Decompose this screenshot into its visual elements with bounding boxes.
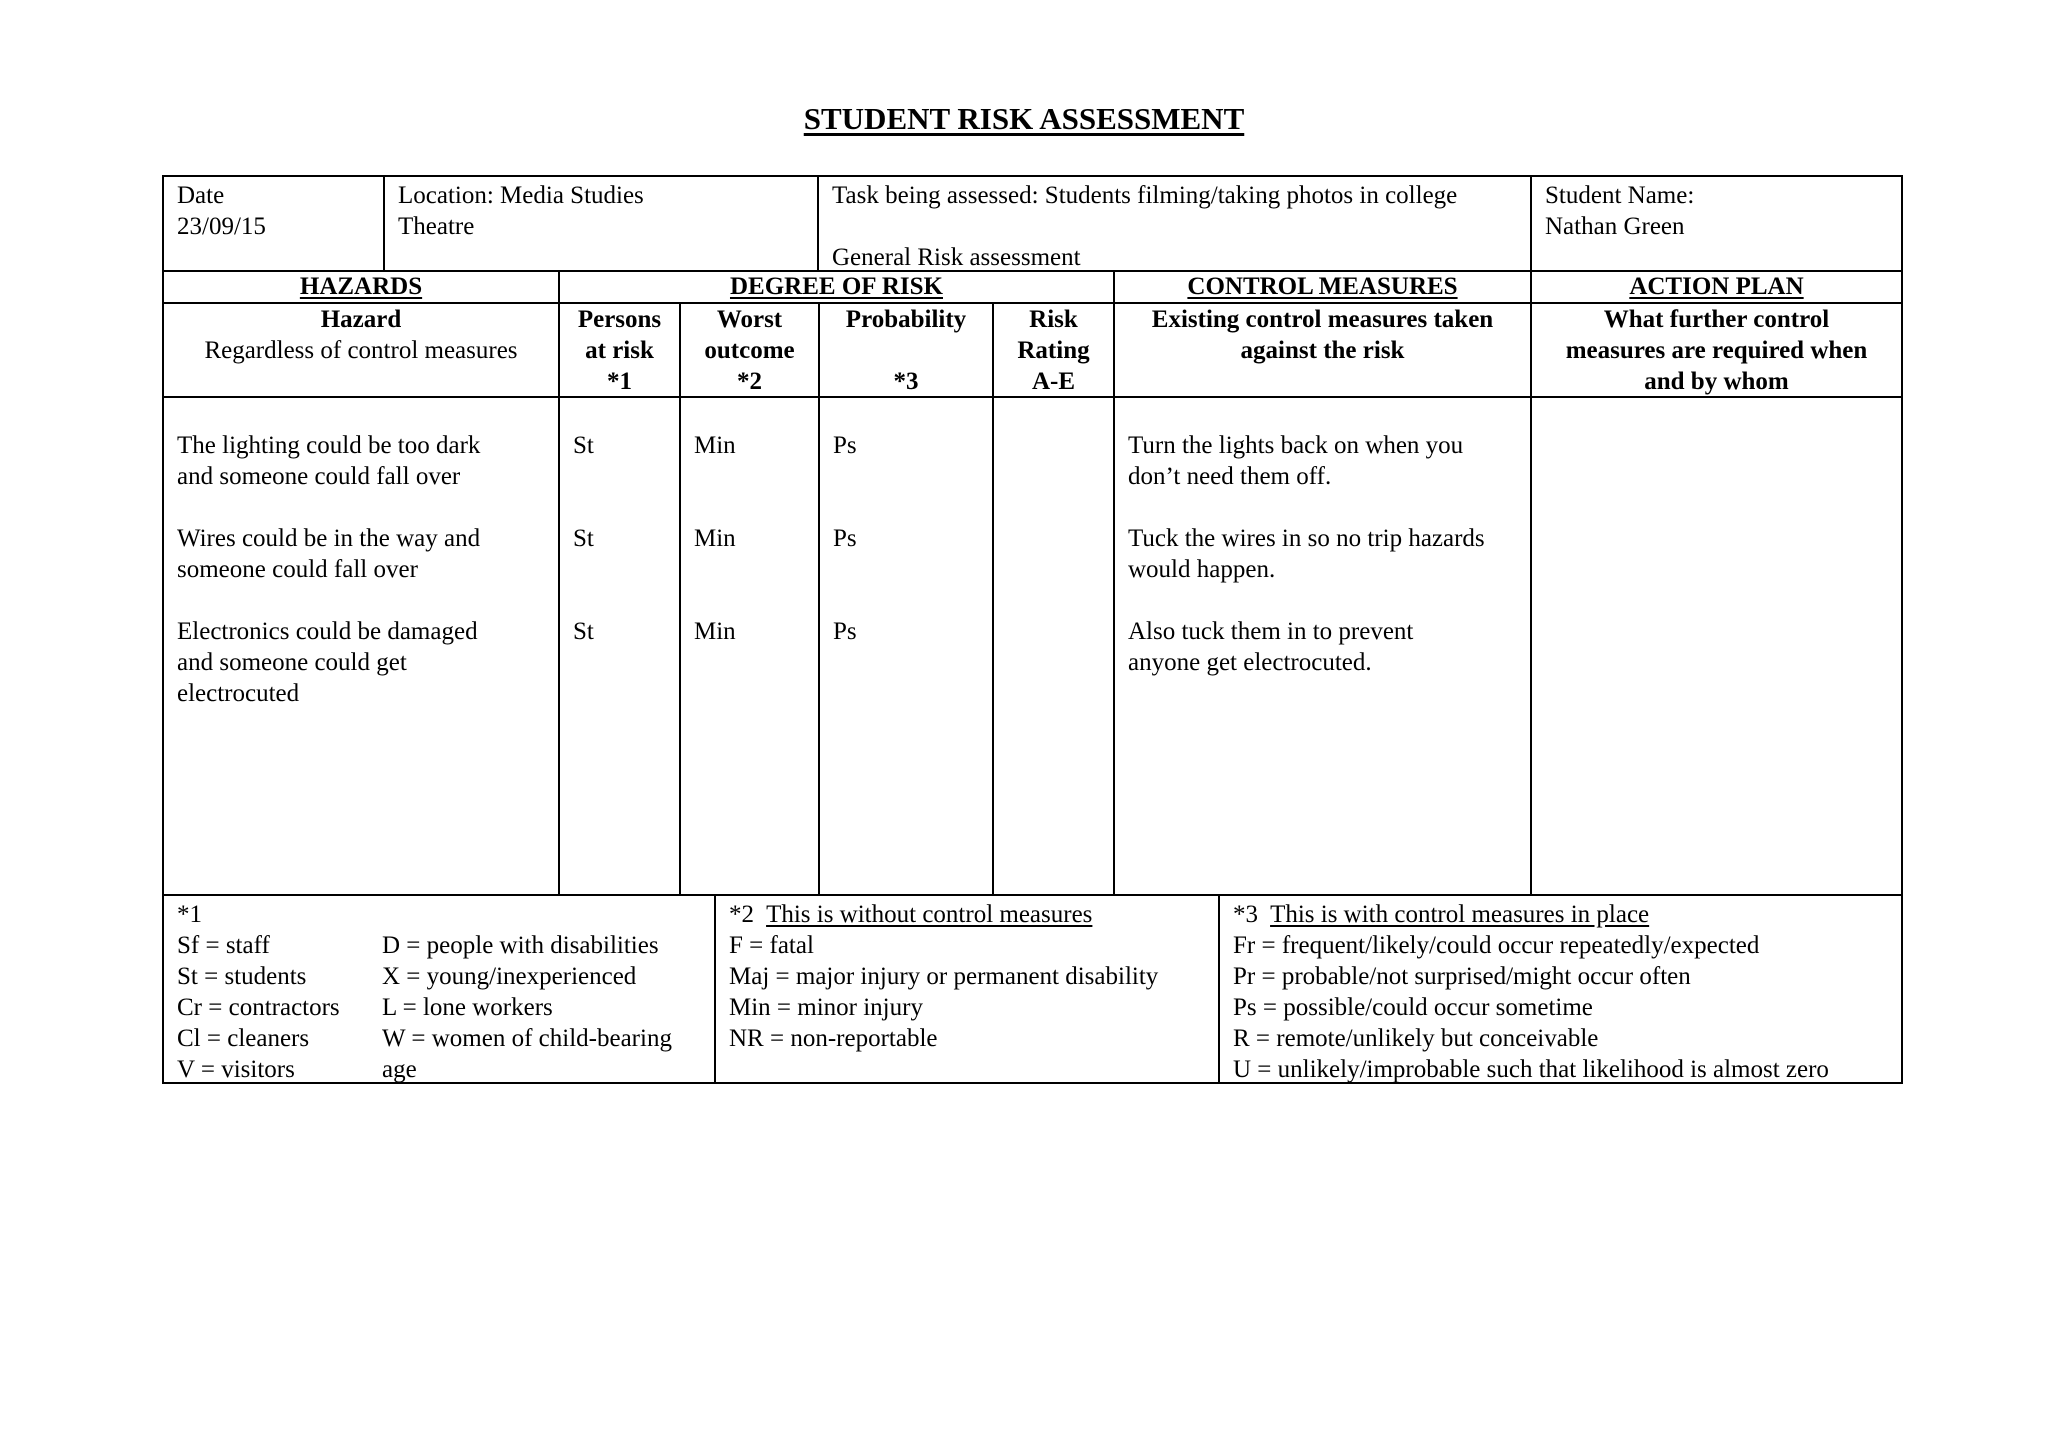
col-worst-line: outcome	[704, 337, 795, 364]
legend-item: Min = minor injury	[729, 994, 923, 1021]
control-text	[1128, 616, 1528, 678]
legend-key: D = people with disabilities	[382, 932, 659, 959]
col-existing-controls	[1115, 304, 1530, 396]
hazard-line: and someone could get	[177, 649, 407, 676]
control-line: Turn the lights back on when you	[1128, 432, 1464, 459]
legend-key: St = students	[177, 963, 307, 990]
worst-value: Min	[694, 618, 736, 645]
col-further-controls	[1532, 304, 1901, 396]
legend-key: Sf = staff	[177, 932, 270, 959]
student-cell	[1532, 177, 1901, 270]
legend-key: Cl = cleaners	[177, 1025, 310, 1052]
legend-item: NR = non-reportable	[729, 1025, 938, 1052]
legend-row	[177, 1054, 714, 1085]
document-title: STUDENT RISK ASSESSMENT	[803, 101, 1245, 136]
col-hazard	[164, 304, 558, 396]
legend-item: F = fatal	[729, 932, 814, 959]
location-label: Location: Media Studies	[398, 182, 644, 209]
col-further-line: What further control	[1603, 306, 1830, 333]
control-line: would happen.	[1128, 556, 1276, 583]
col-worst-line: *2	[737, 368, 762, 395]
legend-row	[177, 992, 714, 1023]
task-label: Task being assessed: Students filming/taking photos in college	[832, 182, 1458, 209]
col-worst-line: Worst	[716, 306, 783, 333]
control-text	[1128, 523, 1528, 585]
date-cell	[164, 177, 383, 270]
legend-row	[177, 930, 714, 961]
legend-persons	[164, 896, 714, 1082]
col-persons	[560, 304, 679, 396]
worst-value: Min	[694, 432, 736, 459]
legend-item: Fr = frequent/likely/could occur repeatedly/expected	[1233, 932, 1760, 959]
col-existing-line: Existing control measures taken	[1151, 306, 1494, 333]
legend-key: L = lone workers	[382, 994, 553, 1021]
hazard-line: The lighting could be too dark	[177, 432, 481, 459]
legend-item: R = remote/unlikely but conceivable	[1233, 1025, 1599, 1052]
control-text	[1128, 430, 1528, 492]
hazard-text	[177, 430, 557, 492]
section-action-plan: ACTION PLAN	[1629, 273, 1804, 300]
location-cell	[385, 177, 817, 270]
legend-item: Pr = probable/not surprised/might occur often	[1233, 963, 1691, 990]
legend-probability	[1220, 896, 1901, 1082]
col-further-line: and by whom	[1644, 368, 1789, 395]
task-cell	[819, 177, 1530, 270]
hazard-line: Wires could be in the way and	[177, 525, 481, 552]
location-value: Theatre	[398, 213, 475, 240]
control-line: Also tuck them in to prevent	[1128, 618, 1414, 645]
hazard-line: Electronics could be damaged	[177, 618, 478, 645]
student-label: Student Name:	[1545, 182, 1695, 209]
col-persons-line: at risk	[585, 337, 654, 364]
student-name: Nathan Green	[1545, 213, 1685, 240]
persons-value: St	[573, 432, 594, 459]
control-line: don’t need them off.	[1128, 463, 1332, 490]
col-hazard-title: Hazard	[320, 306, 402, 333]
col-persons-line: *1	[607, 368, 632, 395]
date-value: 23/09/15	[177, 213, 266, 240]
task-value: General Risk assessment	[832, 244, 1081, 271]
date-label: Date	[177, 182, 225, 209]
hazard-text	[177, 616, 557, 709]
legend-outcome-heading	[729, 899, 1218, 930]
col-further-line: measures are required when	[1565, 337, 1868, 364]
legend-item: Ps = possible/could occur sometime	[1233, 994, 1593, 1021]
col-persons-line: Persons	[577, 306, 662, 333]
hazard-line: and someone could fall over	[177, 463, 461, 490]
legend-item: U = unlikely/improbable such that likelihood is almost zero	[1233, 1056, 1829, 1083]
col-hazard-sub: Regardless of control measures	[204, 337, 518, 364]
legend-key: age	[382, 1056, 417, 1083]
col-worst-outcome	[681, 304, 818, 396]
section-control-measures: CONTROL MEASURES	[1187, 273, 1458, 300]
col-risk-rating	[994, 304, 1113, 396]
probability-value: Ps	[833, 525, 857, 552]
legend-key: Cr = contractors	[177, 994, 340, 1021]
legend-marker: *2	[729, 901, 754, 928]
hazard-line: someone could fall over	[177, 556, 418, 583]
persons-value: St	[573, 525, 594, 552]
col-probability-line: *3	[893, 368, 919, 395]
legend-marker: *3	[1233, 901, 1258, 928]
col-rating-line: Rating	[1017, 337, 1090, 364]
probability-value: Ps	[833, 432, 857, 459]
legend-row	[177, 961, 714, 992]
legend-key: W = women of child-bearing	[382, 1025, 672, 1052]
hazard-text	[177, 523, 557, 585]
control-line: anyone get electrocuted.	[1128, 649, 1372, 676]
probability-value: Ps	[833, 618, 857, 645]
section-hazards: HAZARDS	[299, 273, 423, 300]
worst-value: Min	[694, 525, 736, 552]
persons-value: St	[573, 618, 594, 645]
col-rating-line: Risk	[1029, 306, 1078, 333]
control-line: Tuck the wires in so no trip hazards	[1128, 525, 1485, 552]
col-probability	[820, 304, 992, 396]
legend-row	[177, 1023, 714, 1054]
legend-heading-text: This is with control measures in place	[1270, 901, 1650, 928]
hazard-line: electrocuted	[177, 680, 300, 707]
legend-heading-text: This is without control measures	[766, 901, 1093, 928]
legend-persons-heading: *1	[177, 901, 202, 928]
legend-probability-heading	[1233, 899, 1901, 930]
legend-item: Maj = major injury or permanent disability	[729, 963, 1159, 990]
col-rating-line: A-E	[1031, 368, 1076, 395]
legend-key: X = young/inexperienced	[382, 963, 637, 990]
legend-outcome	[716, 896, 1218, 1082]
legend-key: V = visitors	[177, 1056, 295, 1083]
col-existing-line: against the risk	[1240, 337, 1405, 364]
col-probability-line: Probability	[845, 306, 967, 333]
section-degree-of-risk: DEGREE OF RISK	[729, 273, 943, 300]
